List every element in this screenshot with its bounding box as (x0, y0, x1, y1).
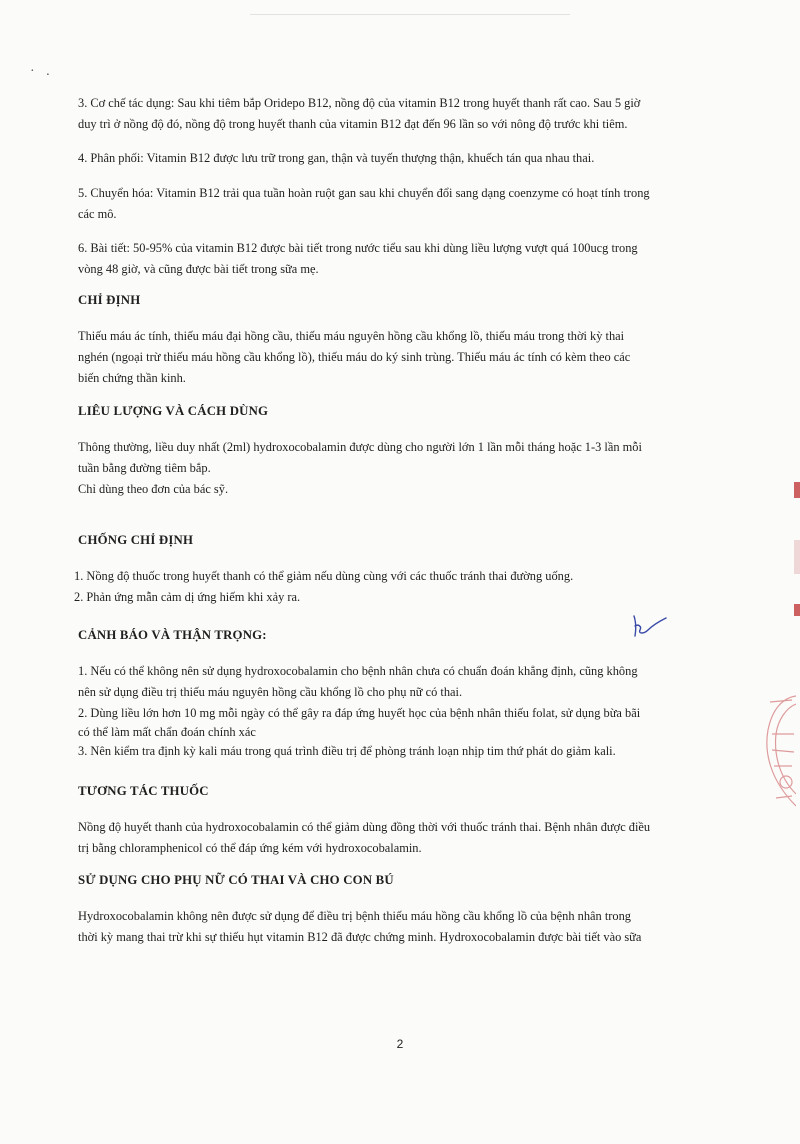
edge-mark (794, 604, 800, 616)
scan-edge-line (250, 14, 570, 15)
paragraph-excretion-line1: 6. Bài tiết: 50-95% của vitamin B12 được bài tiết trong nước tiểu sau khi dùng liều lượng vượt quá 100ucg trong (78, 241, 638, 255)
indications-line: Thiếu máu ác tính, thiếu máu đại hồng cầu, thiếu máu nguyên hồng cầu khổng lồ, thiếu máu trong thời kỳ thai (78, 329, 625, 343)
warnings-line: nên sử dụng điều trị thiếu máu nguyên hồng cầu khổng lồ cho phụ nữ có thai. (78, 685, 463, 699)
interactions-line: Nồng độ huyết thanh của hydroxocobalamin có thể giảm dùng đồng thời với thuốc tránh thai. Bệnh nhân được điều (78, 820, 651, 834)
paragraph-metabolism-line1: 5. Chuyển hóa: Vitamin B12 trải qua tuần hoàn ruột gan sau khi chuyển đổi sang dạng coenzyme có hoạt tính trong (78, 186, 650, 200)
warnings-line: 2. Dùng liều lớn hơn 10 mg mỗi ngày có thể gây ra đáp ứng huyết học của bệnh nhân thiếu folat, sử dụng bừa bãi (78, 706, 641, 720)
warnings-line: 1. Nếu có thể không nên sử dụng hydroxocobalamin cho bệnh nhân chưa có chuẩn đoán khẳng định, cũng không (78, 664, 638, 678)
paragraph-metabolism-line2: các mô. (78, 207, 117, 221)
paragraph-excretion-line2: vòng 48 giờ, và cũng được bài tiết trong sữa mẹ. (78, 262, 319, 276)
warnings-line: có thể làm mất chẩn đoán chính xác (78, 725, 256, 739)
edge-mark (794, 540, 800, 574)
paragraph-mechanism-line1: 3. Cơ chế tác dụng: Sau khi tiêm bắp Oridepo B12, nồng độ của vitamin B12 trong huyết thanh rất cao. Sau 5 giờ (78, 96, 641, 110)
dosage-line: tuần bằng đường tiêm bắp. (78, 461, 211, 475)
heading-indications: CHỈ ĐỊNH (78, 293, 141, 307)
heading-warnings: CẢNH BÁO VÀ THẬN TRỌNG: (78, 628, 267, 642)
pregnancy-line: Hydroxocobalamin không nên được sử dụng để điều trị bệnh thiếu máu hồng cầu khổng lồ của bệnh nhân trong (78, 909, 632, 923)
contraindication-item: 1. Nồng độ thuốc trong huyết thanh có thể giảm nếu dùng cùng với các thuốc tránh thai đường uống. (74, 569, 574, 583)
signature-mark (628, 612, 670, 642)
dosage-line: Thông thường, liều duy nhất (2ml) hydroxocobalamin được dùng cho người lớn 1 lần mỗi tháng hoặc 1-3 lần mỗi (78, 440, 642, 454)
heading-interactions: TƯƠNG TÁC THUỐC (78, 784, 209, 798)
dosage-line: Chỉ dùng theo đơn của bác sỹ. (78, 482, 229, 496)
indications-line: biến chứng thần kinh. (78, 371, 186, 385)
page-number: 2 (396, 1037, 404, 1051)
edge-mark (794, 482, 800, 498)
heading-dosage: LIÊU LƯỢNG VÀ CÁCH DÙNG (78, 404, 269, 418)
indications-line: nghén (ngoại trừ thiếu máu hồng cầu khổng lồ), thiếu máu do ký sinh trùng. Thiếu máu ác tính có kèm theo các (78, 350, 631, 364)
pregnancy-line: thời kỳ mang thai trừ khi sự thiếu hụt vitamin B12 đã được chứng minh. Hydroxocobalamin được bài tiết vào sữa (78, 930, 642, 944)
interactions-line: trị bằng chloramphenicol có thể đáp ứng kém với hydroxocobalamin. (78, 841, 422, 855)
scan-speck: · . (30, 64, 54, 79)
heading-contraindications: CHỐNG CHỈ ĐỊNH (78, 533, 194, 547)
heading-pregnancy: SỬ DỤNG CHO PHỤ NỮ CÓ THAI VÀ CHO CON BÚ (78, 873, 394, 887)
contraindications-list (74, 566, 764, 608)
paragraph-distribution: 4. Phân phối: Vitamin B12 được lưu trữ trong gan, thận và tuyến thượng thận, khuếch tán qua nhau thai. (78, 151, 595, 165)
warnings-line: 3. Nên kiểm tra định kỳ kali máu trong quá trình điều trị để phòng tránh loạn nhịp tim thứ phát do giảm kali. (78, 744, 616, 758)
contraindication-item: 2. Phản ứng mẫn cảm dị ứng hiếm khi xảy ra. (74, 590, 301, 604)
partial-stamp (752, 690, 796, 810)
paragraph-mechanism-line2: duy trì ở nồng độ đó, nồng độ trong huyết thanh của vitamin B12 đạt đến 96 lần so với nông độ trước khi tiêm. (78, 117, 628, 131)
